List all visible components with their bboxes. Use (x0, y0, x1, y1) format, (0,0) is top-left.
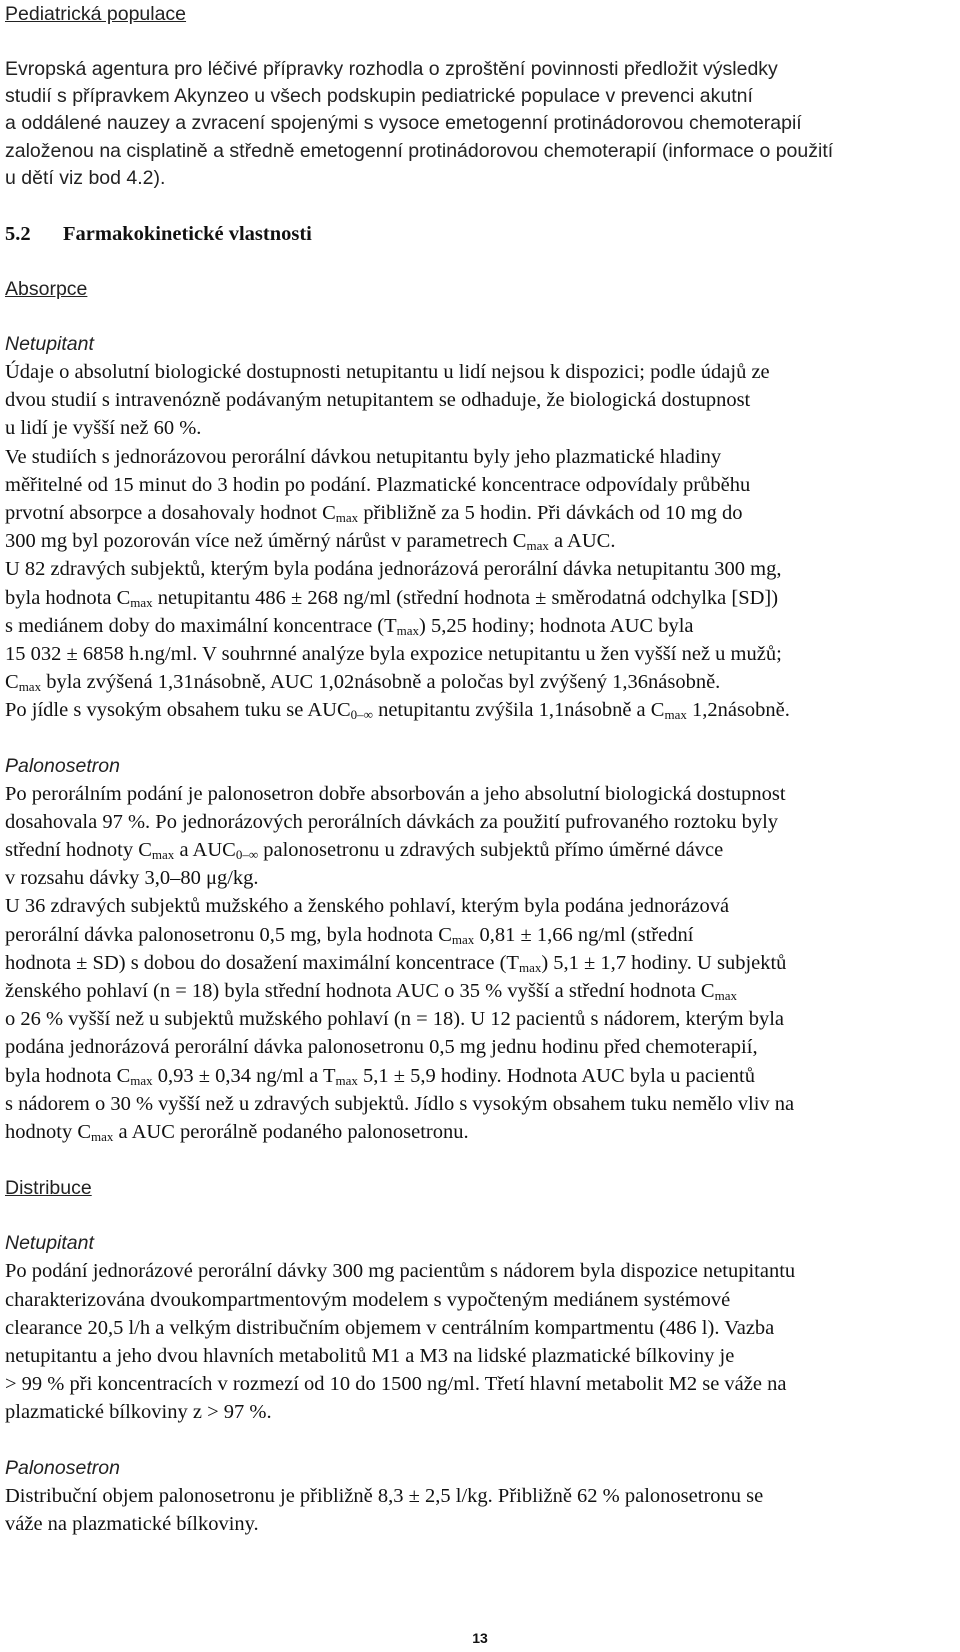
page-number: 13 (472, 1630, 488, 1646)
absorption-netupitant-subheading: Netupitant (5, 333, 94, 356)
absorption-netupitant-p2: Ve studiích s jednorázovou perorální dávkou netupitantu byly jeho plazmatické hladiny měřitelné od 15 minut do 3 hodin po podání. Plazmatické koncentrace odpovídaly průběhu prvotní absorpce a dosahovaly hodnot $C_{max}$ přibližně za 5 hodin. Při dávkách od 10 mg do 300 mg byl pozorován více než úměrný nárůst v parametrech $C_{max}$ a AUC. (5, 445, 751, 554)
document-page (5, 0, 955, 1538)
distribution-palonosetron-text: Distribuční objem palonosetronu je přibližně 8,3 ± 2,5 l/kg. Přibližně 62 % palonosetronu se váže na plazmatické bílkoviny. (5, 1484, 764, 1535)
absorption-heading: Absorpce (5, 278, 88, 301)
section-number: 5.2 (5, 223, 31, 246)
absorption-netupitant-p4: Po jídle s vysokým obsahem tuku se $AUC_{0-\infty}$ netupitantu zvýšila 1,1násobně a $C_{max}$ 1,2násobně. (5, 699, 790, 723)
absorption-netupitant-p3: U 82 zdravých subjektů, kterým byla podána jednorázová perorální dávka netupitantu 300 mg, byla hodnota $C_{max}$ netupitantu 486 ± 268 ng/ml (střední hodnota ± směrodatná odchylka [SD]) s mediánem doby do maximální koncentrace $(T_{max})$ 5,25 hodiny; hodnota AUC byla 15 032 ± 6858 h.ng/ml. V souhrnné analýze byla expozice netupitantu u žen vyšší než u mužů; $C_{max}$ byla zvýšená 1,31násobně, AUC 1,02násobně a poločas byl zvýšený 1,36násobně. (5, 558, 782, 695)
absorption-palonosetron-subheading: Palonosetron (5, 754, 120, 777)
distribution-netupitant-subheading: Netupitant (5, 1232, 94, 1255)
distribution-netupitant-text: Po podání jednorázové perorální dávky 300 mg pacientům s nádorem byla dispozice netupitantu charakterizována dvoukompartmentovým modelem s vypočteným mediánem systémové clearance 20,5 l/h a velkým distribučním objemem v centrálním kompartmentu (486 l). Vazba netupitantu a jeho dvou hlavních metabolitů M1 a M3 na lidské plazmatické bílkoviny je > 99 % při koncentracích v rozmezí od 10 do 1500 ng/ml. Třetí hlavní metabolit M2 se váže na plazmatické bílkoviny z > 97 %. (5, 1260, 796, 1424)
section-heading (5, 220, 955, 248)
distribution-heading: Distribuce (5, 1177, 92, 1200)
pediatric-text: Evropská agentura pro léčivé přípravky rozhodla o zproštění povinnosti předložit výsledky studií s přípravkem Akynzeo u všech podskupin pediatrické populace v prevenci akutní a oddálené nauzey a zvracení spojenými s vysoce emetogenní protinádorovou chemoterapií založenou na cisplatině a středně emetogenní protinádorovou chemoterapií (informace o použití u dětí viz bod 4.2). (5, 58, 834, 189)
distribution-palonosetron-subheading: Palonosetron (5, 1456, 120, 1479)
pediatric-heading: Pediatrická populace (5, 3, 187, 25)
absorption-palonosetron-p1: Po perorálním podání je palonosetron dobře absorbován a jeho absolutní biologická dostupnost dosahovala 97 %. Po jednorázových perorálních dávkách za použití pufrovaného roztoku byly střední hodnoty $C_{max}$ a $AUC_{0-\infty}$ palonosetronu u zdravých subjektů přímo úměrné dávce v rozsahu dávky 3,0–80 μg/kg. (5, 782, 786, 890)
absorption-palonosetron-p2: U 36 zdravých subjektů mužského a ženského pohlaví, kterým byla podána jednorázová perorální dávka palonosetronu 0,5 mg, byla hodnota $C_{max}$ 0,81 ± 1,66 ng/ml (střední hodnota ± SD) s dobou do dosažení maximální koncentrace $(T_{max}) 5,1 \pm 1,7$ hodiny. U subjektů ženského pohlaví (n = 18) byla střední hodnota AUC o 35 % vyšší a střední hodnota $C_{max}$ o 26 % vyšší než u subjektů mužského pohlaví (n = 18). U 12 pacientů s nádorem, kterým byla podána jednorázová perorální dávka palonosetronu 0,5 mg jednu hodinu před chemoterapií, byla hodnota $C_{max}$ 0,93 ± 0,34 ng/ml a $T_{max}$ 5,1 ± 5,9 hodiny. Hodnota AUC byla u pacientů s nádorem o 30 % vyšší než u zdravých subjektů. Jídlo s vysokým obsahem tuku nemělo vliv na hodnoty $C_{max}$ a AUC perorálně podaného palonosetronu. (5, 895, 795, 1145)
section-title: Farmakokinetické vlastnosti (63, 223, 312, 246)
absorption-netupitant-p1: Údaje o absolutní biologické dostupnosti netupitantu u lidí nejsou k dispozici; podle údajů ze dvou studií s intravenózně podávaným netupitantem se odhaduje, že biologická dostupnost u lidí je vyšší než 60 %. (5, 361, 770, 440)
